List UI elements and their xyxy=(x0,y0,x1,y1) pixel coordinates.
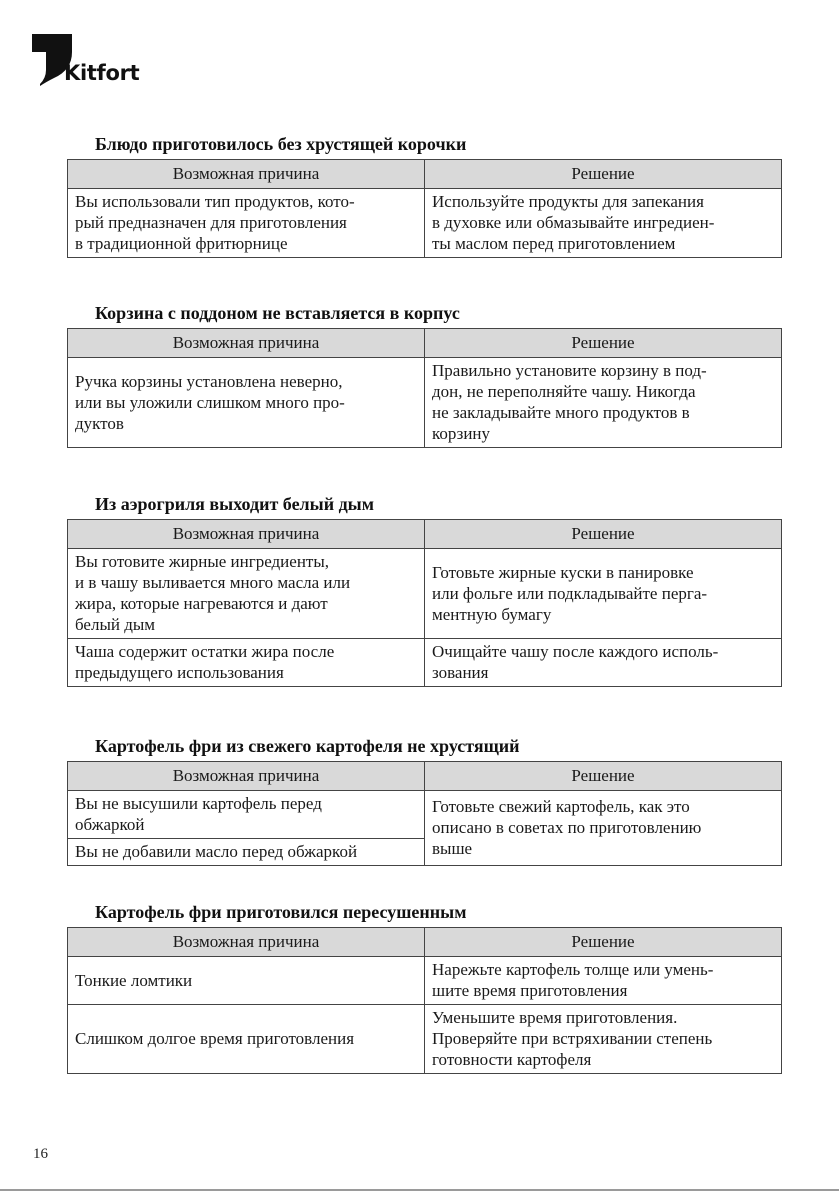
solution-text: Очищайте чашу после каждого исполь- зования xyxy=(432,642,719,682)
section-no-crispy-crust xyxy=(67,133,781,258)
cause-text: Вы использовали тип продуктов, кото- рый предназначен для приготовления в традиционной фритюрнице xyxy=(75,192,355,253)
cause-cell xyxy=(68,358,425,448)
cause-cell xyxy=(68,549,425,639)
header-solution: Решение xyxy=(425,160,782,189)
cause-text: Тонкие ломтики xyxy=(75,970,193,990)
section-title: Картофель фри приготовился пересушенным xyxy=(95,902,467,922)
table-row xyxy=(68,1005,782,1074)
header-solution: Решение xyxy=(425,762,782,791)
cause-text: Вы готовите жирные ингредиенты, и в чашу выливается много масла или жира, которые нагреваются и дают белый дым xyxy=(75,552,351,634)
solution-cell xyxy=(425,358,782,448)
section-fresh-fries-not-crispy xyxy=(67,735,781,866)
cause-cell xyxy=(68,957,425,1005)
solution-cell xyxy=(425,957,782,1005)
brand-logo xyxy=(32,34,172,90)
solution-text: Используйте продукты для запекания в духовке или обмазывайте ингредиен- ты маслом перед приготовлением xyxy=(432,192,715,253)
table-row xyxy=(68,189,782,258)
table-header-row xyxy=(68,329,782,358)
solution-cell xyxy=(425,549,782,639)
header-cause: Возможная причина xyxy=(68,928,425,957)
cause-text: Вы не добавили масло перед обжаркой xyxy=(75,842,358,861)
table-header-row xyxy=(68,928,782,957)
cause-text: Слишком долгое время приготовления xyxy=(75,1029,355,1048)
troubleshooting-table xyxy=(67,328,782,448)
solution-cell xyxy=(425,1005,782,1074)
page-bottom-divider xyxy=(0,1189,839,1191)
cause-cell xyxy=(68,639,425,687)
solution-text: Уменьшите время приготовления. Проверяйте при встряхивании степень готовности картофеля xyxy=(432,1008,713,1069)
table-header-row xyxy=(68,762,782,791)
cause-cell xyxy=(68,1005,425,1074)
solution-cell xyxy=(425,639,782,687)
table-header-row xyxy=(68,160,782,189)
table-row xyxy=(68,358,782,448)
header-solution: Решение xyxy=(425,329,782,358)
cause-text: Чаша содержит остатки жира после предыдущего использования xyxy=(75,642,335,682)
header-cause: Возможная причина xyxy=(68,160,425,189)
troubleshooting-table xyxy=(67,927,782,1074)
section-title: Корзина с поддоном не вставляется в корпус xyxy=(95,303,460,323)
header-solution: Решение xyxy=(425,520,782,549)
section-white-smoke xyxy=(67,493,781,687)
table-row xyxy=(68,549,782,639)
solution-text: Готовьте свежий картофель, как это описано в советах по приготовлению выше xyxy=(432,797,702,858)
troubleshooting-table xyxy=(67,519,782,687)
troubleshooting-table xyxy=(67,761,782,866)
section-title: Картофель фри из свежего картофеля не хрустящий xyxy=(95,736,520,756)
header-solution: Решение xyxy=(425,928,782,957)
cause-text: Ручка корзины установлена неверно, или вы уложили слишком много про- дуктов xyxy=(75,371,345,433)
troubleshooting-table xyxy=(67,159,782,258)
cause-text: Вы не высушили картофель перед обжаркой xyxy=(75,794,322,834)
header-cause: Возможная причина xyxy=(68,762,425,791)
table-row xyxy=(68,791,782,839)
header-cause: Возможная причина xyxy=(68,329,425,358)
cause-cell xyxy=(68,839,425,866)
cause-cell xyxy=(68,189,425,258)
solution-text: Нарежьте картофель толще или умень- шите время приготовления xyxy=(432,960,714,1000)
section-title: Блюдо приготовилось без хрустящей корочки xyxy=(95,134,467,154)
solution-cell xyxy=(425,189,782,258)
section-title: Из аэрогриля выходит белый дым xyxy=(95,494,374,514)
page-number: 16 xyxy=(33,1146,48,1162)
solution-text: Готовьте жирные куски в панировке или фольге или подкладывайте перга- ментную бумагу xyxy=(432,562,708,624)
table-header-row xyxy=(68,520,782,549)
brand-name: Kitfort xyxy=(64,61,140,85)
section-fries-overdried xyxy=(67,901,781,1074)
solution-cell xyxy=(425,791,782,866)
table-row xyxy=(68,957,782,1005)
header-cause: Возможная причина xyxy=(68,520,425,549)
cause-cell xyxy=(68,791,425,839)
table-row xyxy=(68,639,782,687)
section-basket-not-inserting xyxy=(67,302,781,448)
solution-text: Правильно установите корзину в под- дон, не переполняйте чашу. Никогда не закладывайте много продуктов в корзину xyxy=(432,361,707,443)
